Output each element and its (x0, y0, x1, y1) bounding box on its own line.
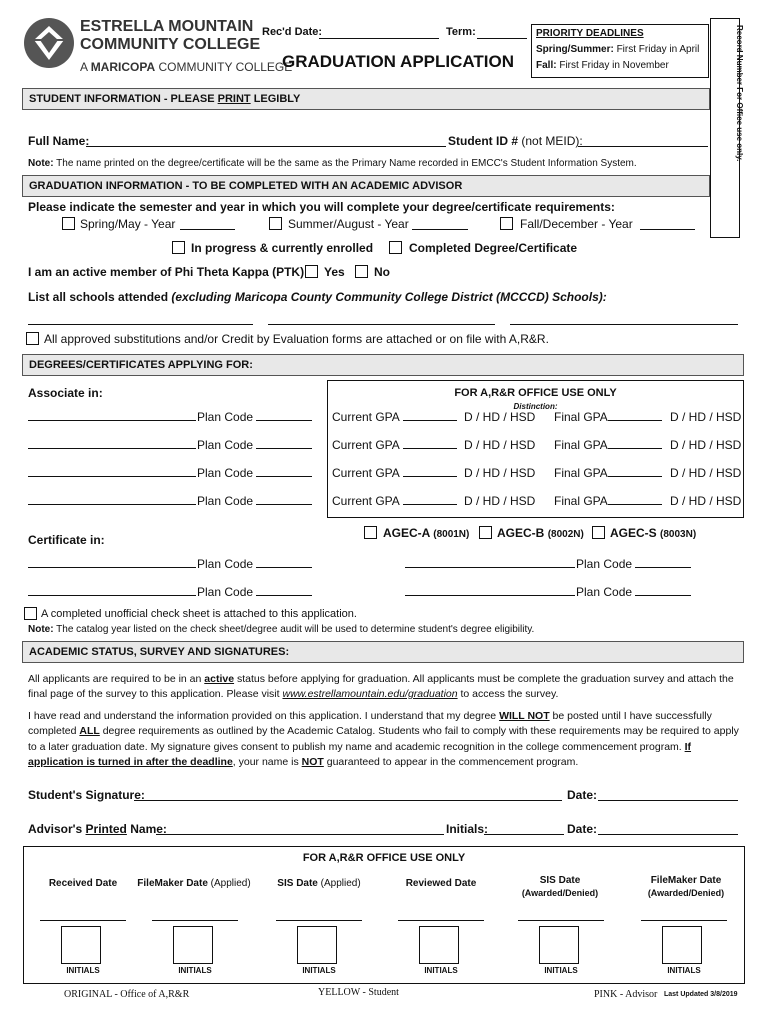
school-field-2[interactable] (268, 324, 495, 325)
agec-a-label: AGEC-A (8001N) (383, 526, 470, 540)
final-gpa-field[interactable] (608, 448, 662, 449)
final-gpa-label: Final GPA (554, 494, 608, 508)
current-distinction-options[interactable]: D / HD / HSD (464, 438, 536, 452)
summer-label: Summer/August - Year (288, 217, 409, 231)
plan-code-label: Plan Code (197, 557, 254, 571)
initials-box[interactable] (419, 926, 459, 964)
office-date-field[interactable] (276, 920, 362, 921)
current-gpa-label: Current GPA (332, 438, 400, 452)
final-gpa-field[interactable] (608, 476, 662, 477)
college-logo (22, 16, 76, 70)
current-gpa-label: Current GPA (332, 410, 400, 424)
academic-heading: ACADEMIC STATUS, SURVEY AND SIGNATURES: (22, 641, 744, 663)
office-date-field[interactable] (40, 920, 126, 921)
student-info-heading: STUDENT INFORMATION - PLEASE PRINT LEGIBLY (22, 88, 710, 110)
academic-paragraph-1: All applicants are required to be in an active status before applying for graduation. All applicants must be complete the graduation survey and attach the final page of the survey to this application. Please visit www.estrellamountain.edu/graduation to access the survey. (28, 673, 734, 700)
deadlines-title: PRIORITY DEADLINES (536, 28, 644, 39)
plan-code-label: Plan Code (197, 494, 254, 508)
initials-label: INITIALS (66, 966, 100, 975)
name-note: Note: The name printed on the degree/certificate will be the same as the Primary Name recorded in EMCC's Student Information System. (28, 158, 637, 169)
initials-label: INITIALS (302, 966, 336, 975)
college-name-line2: COMMUNITY COLLEGE (80, 36, 261, 53)
current-gpa-field[interactable] (403, 420, 457, 421)
current-gpa-field[interactable] (403, 504, 457, 505)
initials-box[interactable] (297, 926, 337, 964)
student-id-label: Student ID # (not MEID): (448, 134, 583, 148)
spring-label: Spring/May - Year (80, 217, 176, 231)
initials-box[interactable] (539, 926, 579, 964)
check-sheet-label: A completed unofficial check sheet is attached to this application. (41, 608, 357, 620)
final-gpa-label: Final GPA (554, 466, 608, 480)
footer-yellow: YELLOW - Student (318, 987, 399, 998)
full-name-field[interactable] (86, 146, 446, 147)
initials-label: INITIALS (424, 966, 458, 975)
initials-label: INITIALS (544, 966, 578, 975)
spring-year-field[interactable] (180, 229, 235, 230)
footer-updated: Last Updated 3/8/2019 (664, 991, 738, 998)
plan-code-field[interactable] (256, 504, 312, 505)
final-distinction-options[interactable]: D / HD / HSD (670, 410, 742, 424)
final-distinction-options[interactable]: D / HD / HSD (670, 438, 742, 452)
certificate-field[interactable] (28, 595, 196, 596)
agec-b-label: AGEC-B (8002N) (497, 526, 584, 540)
certificate-field[interactable] (28, 567, 196, 568)
college-name-line1: ESTRELLA MOUNTAIN (80, 18, 254, 35)
office-use-title: FOR A,R&R OFFICE USE ONLY (454, 387, 617, 399)
plan-code-field[interactable] (635, 595, 691, 596)
student-signature-label: Student's Signature: (28, 788, 145, 802)
spring-checkbox[interactable] (62, 217, 75, 230)
recd-date-label: Rec'd Date: (262, 26, 323, 38)
completed-label: Completed Degree/Certificate (409, 241, 578, 255)
record-number-note: Record Number For Office use only. (735, 25, 744, 162)
plan-code-label: Plan Code (197, 585, 254, 599)
advisor-initials-field[interactable] (484, 834, 564, 835)
check-sheet-checkbox[interactable] (24, 607, 37, 620)
advisor-name-field[interactable] (156, 834, 444, 835)
advisor-initials-label: Initials: (446, 822, 489, 836)
certificate-field[interactable] (405, 567, 575, 568)
associate-degree-field[interactable] (28, 448, 196, 449)
form-title: GRADUATION APPLICATION (282, 52, 515, 71)
final-distinction-options[interactable]: D / HD / HSD (670, 466, 742, 480)
initials-box[interactable] (662, 926, 702, 964)
college-name-line3: A MARICOPA COMMUNITY COLLEGE (80, 60, 293, 74)
agec-s-label: AGEC-S (8003N) (610, 526, 697, 540)
advisor-date-label: Date: (567, 822, 598, 836)
ptk-label: I am an active member of Phi Theta Kappa (PTK) (28, 265, 305, 279)
plan-code-label: Plan Code (197, 466, 254, 480)
associate-degree-field[interactable] (28, 420, 196, 421)
associate-degree-field[interactable] (28, 476, 196, 477)
student-date-field[interactable] (598, 800, 738, 801)
final-gpa-field[interactable] (608, 420, 662, 421)
term-field[interactable] (477, 38, 527, 39)
deadline-fall: Fall: First Friday in November (536, 60, 669, 71)
current-gpa-field[interactable] (403, 448, 457, 449)
plan-code-label: Plan Code (197, 438, 254, 452)
final-gpa-field[interactable] (608, 504, 662, 505)
fall-label: Fall/December - Year (520, 217, 633, 231)
certificate-label: Certificate in: (28, 533, 105, 547)
record-number-box[interactable] (710, 18, 744, 238)
advisor-name-label: Advisor's Printed Name: (28, 822, 167, 836)
plan-code-field[interactable] (635, 567, 691, 568)
agec-s-checkbox[interactable] (592, 526, 605, 539)
grad-info-heading: GRADUATION INFORMATION - TO BE COMPLETED WITH AN ACADEMIC ADVISOR (22, 175, 710, 197)
student-id-field[interactable] (578, 146, 708, 147)
final-gpa-label: Final GPA (554, 438, 608, 452)
initials-box[interactable] (61, 926, 101, 964)
catalog-note: Note: The catalog year listed on the check sheet/degree audit will be used to determine student's degree eligibility. (28, 624, 535, 635)
current-distinction-options[interactable]: D / HD / HSD (464, 410, 536, 424)
term-label: Term: (446, 26, 476, 38)
plan-code-field[interactable] (256, 595, 312, 596)
final-gpa-label: Final GPA (554, 410, 608, 424)
initials-label: INITIALS (178, 966, 212, 975)
agec-b-checkbox[interactable] (479, 526, 492, 539)
school-field-1[interactable] (28, 324, 253, 325)
associate-degree-field[interactable] (28, 504, 196, 505)
deadline-spring-summer: Spring/Summer: First Friday in April (536, 44, 700, 55)
ptk-yes-checkbox[interactable] (305, 265, 318, 278)
office-date-field[interactable] (152, 920, 238, 921)
current-distinction-options[interactable]: D / HD / HSD (464, 466, 536, 480)
office-use-bottom-title: FOR A,R&R OFFICE USE ONLY (302, 852, 466, 864)
substitutions-checkbox[interactable] (26, 332, 39, 345)
summer-checkbox[interactable] (269, 217, 282, 230)
substitutions-label: All approved substitutions and/or Credit by Evaluation forms are attached or on file with A,R&R. (44, 332, 549, 346)
initials-box[interactable] (173, 926, 213, 964)
academic-paragraph-2: I have read and understand the information provided on this application. I understand that my degree WILL NOT be posted until I have successfully completed ALL degree requirements as outlined by the Academic Catalog. Students who fail to comply with these requirements may be required to apply to a later graduation date. My signature gives consent to publish my name and academic recognition in the college commencement program. If application is turned in after the deadline, your name is NOT guaranteed to appear in the commencement program. (28, 710, 739, 768)
advisor-date-field[interactable] (598, 834, 738, 835)
office-use-box (23, 846, 745, 984)
recd-date-field[interactable] (319, 38, 439, 39)
office-date-field[interactable] (398, 920, 484, 921)
student-date-label: Date: (567, 788, 598, 802)
footer-original: ORIGINAL - Office of A,R&R (64, 989, 190, 1000)
col-filemaker-awarded: FileMaker Date (Awarded/Denied) (647, 875, 725, 898)
plan-code-label: Plan Code (576, 585, 633, 599)
certificate-field[interactable] (405, 595, 575, 596)
fall-checkbox[interactable] (500, 217, 513, 230)
col-sis-awarded: SIS Date (Awarded/Denied) (521, 875, 599, 898)
plan-code-field[interactable] (256, 567, 312, 568)
fall-year-field[interactable] (640, 229, 695, 230)
priority-deadlines-box (531, 24, 709, 78)
associate-label: Associate in: (28, 386, 103, 400)
ptk-no-checkbox[interactable] (355, 265, 368, 278)
school-field-3[interactable] (510, 324, 738, 325)
agec-a-checkbox[interactable] (364, 526, 377, 539)
plan-code-field[interactable] (256, 448, 312, 449)
distinction-label: Distinction: (513, 402, 558, 411)
summer-year-field[interactable] (412, 229, 468, 230)
office-date-field[interactable] (518, 920, 604, 921)
plan-code-field[interactable] (256, 476, 312, 477)
col-sis-applied: SIS Date (Applied) (277, 878, 361, 889)
final-distinction-options[interactable]: D / HD / HSD (670, 494, 742, 508)
ptk-yes-label: Yes (324, 265, 345, 279)
current-gpa-label: Current GPA (332, 466, 400, 480)
col-reviewed-date: Reviewed Date (405, 878, 477, 889)
student-signature-field[interactable] (134, 800, 562, 801)
completed-checkbox[interactable] (389, 241, 402, 254)
initials-label: INITIALS (667, 966, 701, 975)
current-distinction-options[interactable]: D / HD / HSD (464, 494, 536, 508)
plan-code-label: Plan Code (197, 410, 254, 424)
current-gpa-label: Current GPA (332, 494, 400, 508)
plan-code-label: Plan Code (576, 557, 633, 571)
in-progress-checkbox[interactable] (172, 241, 185, 254)
ptk-no-label: No (374, 265, 390, 279)
schools-label: List all schools attended (excluding Maricopa County Community College District (MCCCD) Schools): (28, 290, 607, 304)
in-progress-label: In progress & currently enrolled (191, 241, 374, 255)
office-date-field[interactable] (641, 920, 727, 921)
footer-pink: PINK - Advisor (594, 989, 658, 1000)
plan-code-field[interactable] (256, 420, 312, 421)
current-gpa-field[interactable] (403, 476, 457, 477)
full-name-label: Full Name: (28, 134, 90, 148)
col-received-date: Received Date (48, 878, 118, 889)
col-filemaker-applied: FileMaker Date (Applied) (137, 878, 251, 889)
semester-instruction: Please indicate the semester and year in which you will complete your degree/certificate requirements: (28, 200, 615, 214)
degrees-heading: DEGREES/CERTIFICATES APPLYING FOR: (22, 354, 744, 376)
